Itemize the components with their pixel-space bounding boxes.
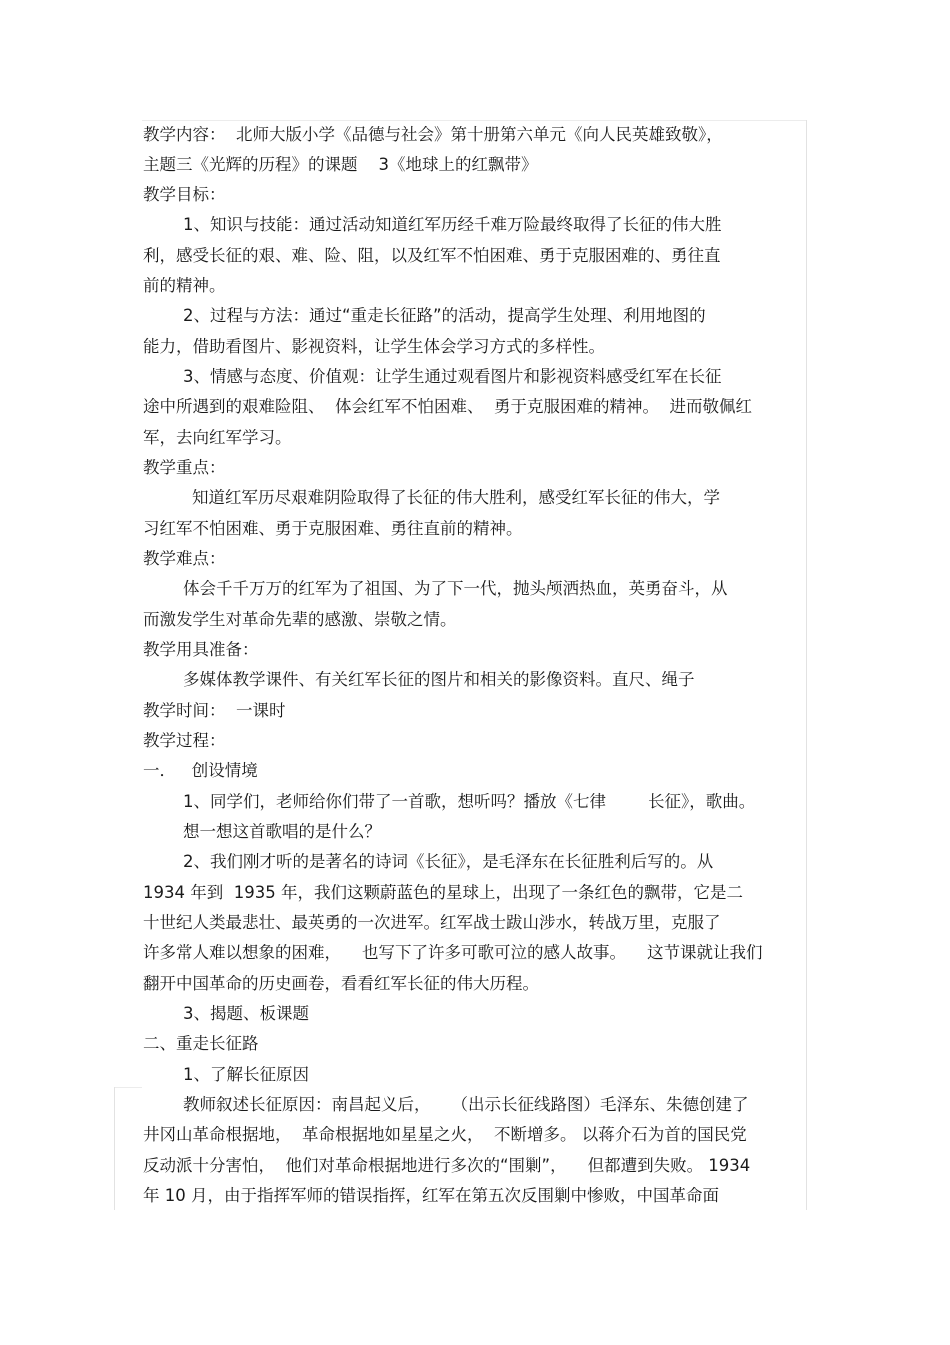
text-line-objective-2b: 能力，借助看图片、影视资料，让学生体会学习方式的多样性。	[143, 337, 605, 356]
text-line-content-2: 主题三《光辉的历程》的课题 3《地球上的红飘带》	[143, 155, 538, 174]
text-line-time: 教学时间： 一课时	[143, 701, 286, 720]
text-line-key-points-b: 习红军不怕困难、勇于克服困难、勇往直前的精神。	[143, 519, 523, 538]
text-line-tools: 多媒体教学课件、有关红军长征的图片和相关的影像资料。直尺、绳子	[183, 670, 695, 689]
heading-process: 教学过程：	[143, 731, 226, 750]
heading-difficulties: 教学难点：	[143, 549, 226, 568]
text-line-difficulties-a: 体会千千万万的红军为了祖国、为了下一代，抛头颅洒热血，英勇奋斗，从	[183, 579, 728, 598]
table-border-left	[114, 1087, 115, 1210]
text-line-objective-1a: 1、知识与技能：通过活动知道红军历经千难万险最终取得了长征的伟大胜	[183, 215, 722, 234]
text-line-objective-1c: 前的精神。	[143, 276, 226, 295]
text-line-section-2-1d: 年 10 月，由于指挥军师的错误指挥，红军在第五次反围剿中惨败，中国革命面	[143, 1186, 719, 1205]
text-line-section-2-1: 1、了解长征原因	[183, 1065, 309, 1084]
heading-section-2: 二、重走长征路	[143, 1034, 259, 1053]
text-line-content-1: 教学内容： 北师大版小学《品德与社会》第十册第六单元《向人民英雄致敬》，	[143, 125, 723, 144]
text-line-section-1-2c: 十世纪人类最悲壮、最英勇的一次进军。红军战士跋山涉水，转战万里，克服了	[143, 913, 721, 932]
table-border-top	[142, 120, 807, 121]
table-border-right	[806, 120, 807, 1210]
text-line-section-1-3: 3、揭题、板课题	[183, 1004, 309, 1023]
text-line-key-points-a: 知道红军历尽艰难阴险取得了长征的伟大胜利，感受红军长征的伟大，学	[192, 488, 720, 507]
text-line-section-2-1a: 教师叙述长征原因：南昌起义后， （出示长征线路图）毛泽东、朱德创建了	[183, 1095, 749, 1114]
text-line-difficulties-b: 而激发学生对革命先辈的感激、崇敬之情。	[143, 610, 457, 629]
text-line-section-1-2d: 许多常人难以想象的困难， 也写下了许多可歌可泣的感人故事。 这节课就让我们	[143, 943, 763, 962]
heading-tools: 教学用具准备：	[143, 640, 259, 659]
text-line-section-1-1a: 1、同学们，老师给你们带了一首歌，想听吗？播放《七律 长征》，歌曲。	[183, 792, 756, 811]
text-line-objective-3a: 3、情感与态度、价值观：让学生通过观看图片和影视资料感受红军在长征	[183, 367, 722, 386]
text-line-section-1-2a: 2、我们刚才听的是著名的诗词《长征》，是毛泽东在长征胜利后写的。从	[183, 852, 714, 871]
text-line-section-1-2b: 1934 年到 1935 年，我们这颗蔚蓝色的星球上，出现了一条红色的飘带，它是二	[143, 883, 743, 902]
text-line-section-2-1b: 井冈山革命根据地， 革命根据地如星星之火， 不断增多。 以蒋介石为首的国民党	[143, 1125, 747, 1144]
text-line-objective-2a: 2、过程与方法：通过“重走长征路”的活动，提高学生处理、利用地图的	[183, 306, 706, 325]
heading-objectives: 教学目标：	[143, 185, 226, 204]
heading-section-1: 一． 创设情境	[143, 761, 258, 780]
text-line-section-1-2e: 翻开中国革命的历史画卷，看看红军长征的伟大历程。	[143, 974, 539, 993]
heading-key-points: 教学重点：	[143, 458, 226, 477]
table-border-inner	[114, 1087, 142, 1088]
text-line-section-2-1c: 反动派十分害怕， 他们对革命根据地进行多次的“围剿”， 但都遭到失败。 1934	[143, 1156, 751, 1175]
text-line-objective-3b: 途中所遇到的艰难险阻、 体会红军不怕困难、 勇于克服困难的精神。 进而敬佩红	[143, 397, 752, 416]
text-line-objective-3c: 军，去向红军学习。	[143, 428, 292, 447]
text-line-objective-1b: 利，感受长征的艰、难、险、阻，以及红军不怕困难、勇于克服困难的、勇往直	[143, 246, 721, 265]
text-line-section-1-1b: 想一想这首歌唱的是什么？	[183, 822, 381, 841]
